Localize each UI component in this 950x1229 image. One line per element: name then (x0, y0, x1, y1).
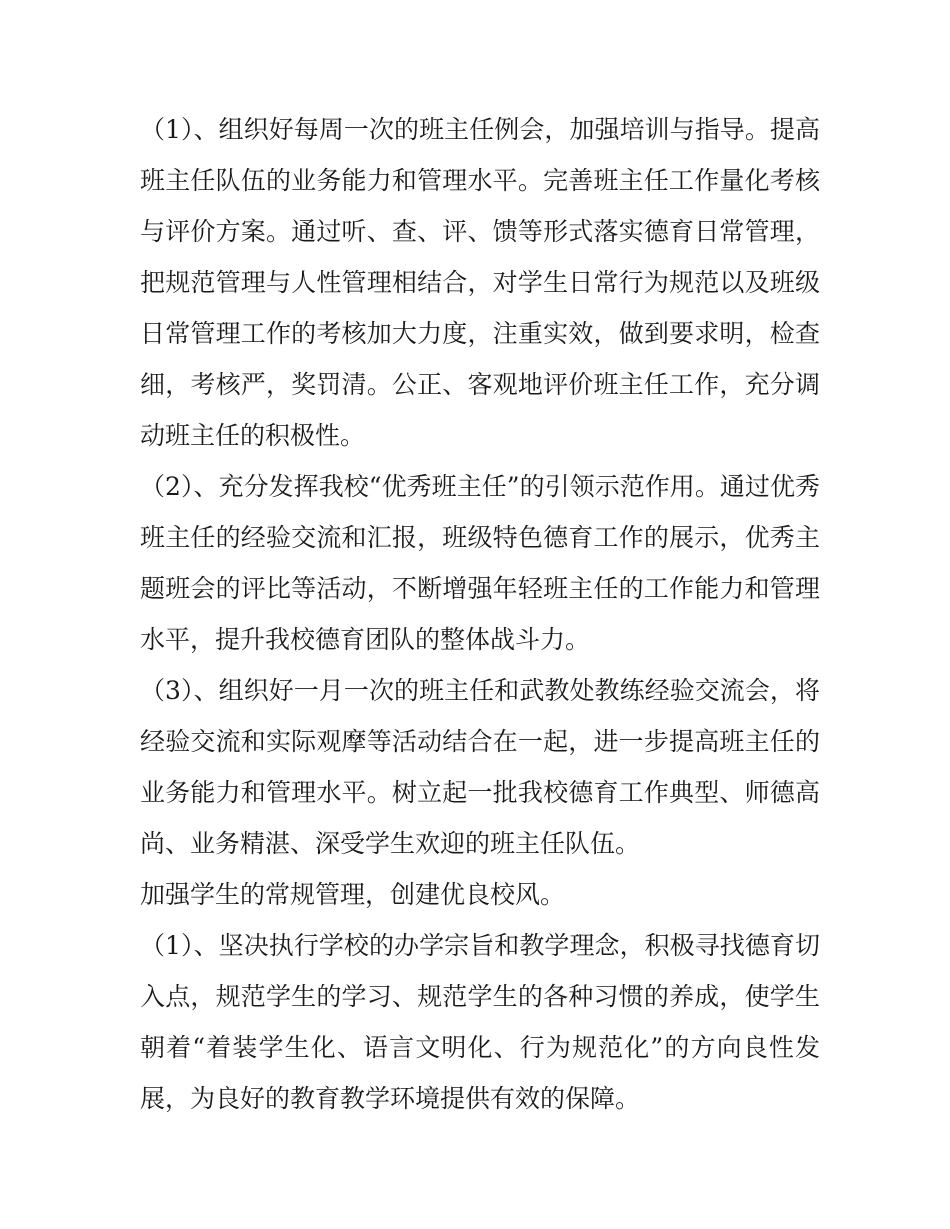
paragraph-class-teacher-meeting: （1）、组织好每周一次的班主任例会，加强培训与指导。提高班主任队伍的业务能力和管理水平。完善班主任工作量化考核与评价方案。通过听、查、评、馈等形式落实德育日常管理，把规范管理与人性管理相结合，对学生日常行为规范以及班级日常管理工作的考核加大力度，注重实效，做到要求明，检查细，考核严，奖罚清。公正、客观地评价班主任工作，充分调动班主任的积极性。 (140, 115, 820, 450)
paragraph-school-philosophy: （1）、坚决执行学校的办学宗旨和教学理念，积极寻找德育切入点，规范学生的学习、规范学生的各种习惯的养成，使学生朝着“着装学生化、语言文明化、行为规范化”的方向良性发展，为良好的教育教学环境提供有效的保障。 (140, 931, 820, 1113)
paragraph-experience-exchange: （3）、组织好一月一次的班主任和武教处教练经验交流会，将经验交流和实际观摩等活动结合在一起，进一步提高班主任的业务能力和管理水平。树立起一批我校德育工作典型、师德高尚、业务精湛、深受学生欢迎的班主任队伍。 (140, 676, 820, 858)
section-heading-routine-management: 加强学生的常规管理，创建优良校风。 (140, 880, 566, 909)
paragraph-excellent-class-teacher: （2）、充分发挥我校“优秀班主任”的引领示范作用。通过优秀班主任的经验交流和汇报，班级特色德育工作的展示，优秀主题班会的评比等活动，不断增强年轻班主任的工作能力和管理水平，提升我校德育团队的整体战斗力。 (140, 472, 820, 654)
document-body (140, 104, 820, 1124)
